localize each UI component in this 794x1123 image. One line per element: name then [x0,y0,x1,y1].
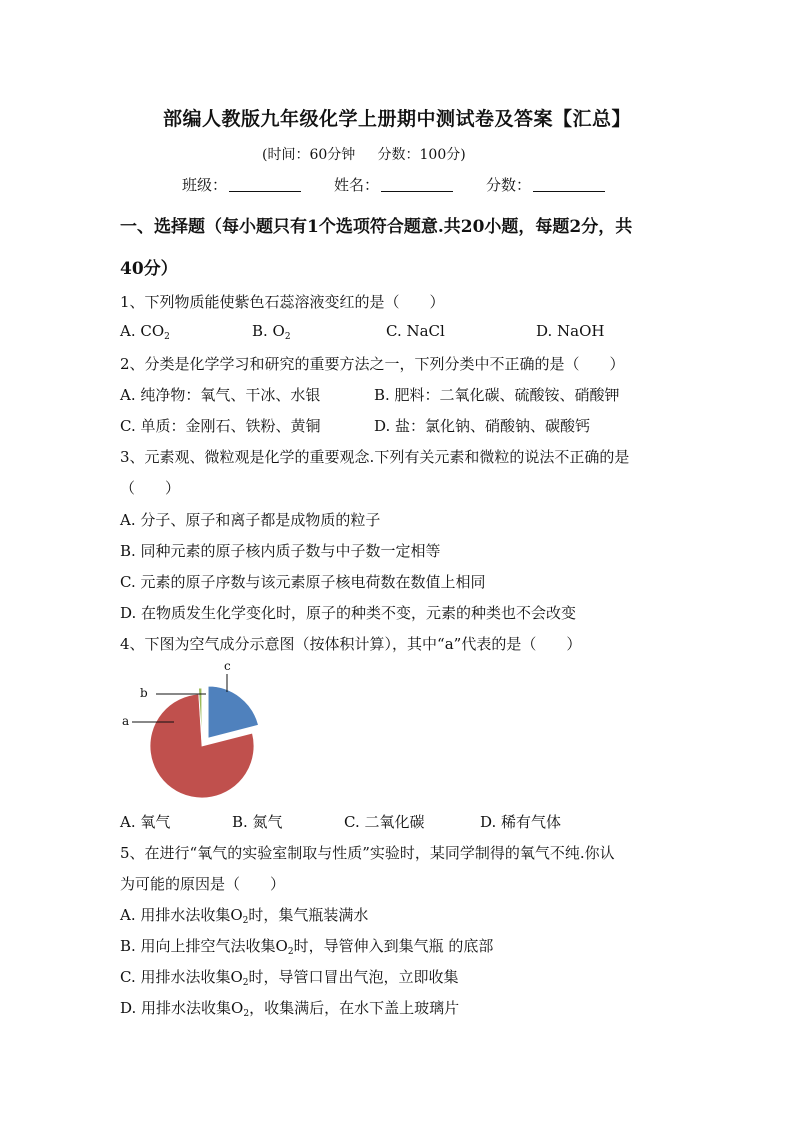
q3-option-b: B. 同种元素的原子核内质子数与中子数一定相等 [120,542,441,560]
question-5-stem: 5、在进行“氧气的实验室制取与性质”实验时，某同学制得的氧气不纯.你认 [120,844,615,862]
class-field [182,174,301,195]
q1-option-c: C. NaCl [386,322,445,340]
q3-option-c: C. 元素的原子序数与该元素原子核电荷数在数值上相同 [120,573,486,591]
q5-option-a: A. 用排水法收集$O_2$时，集气瓶装满水 [120,906,369,926]
question-5-stem-cont: 为可能的原因是（ ） [120,875,286,893]
q2-option-a: A. 纯净物：氧气、干冰、水银 [120,386,321,404]
air-composition-pie-chart [110,656,280,816]
q2-option-b: B. 肥料：二氧化碳、硫酸铵、硝酸钾 [374,386,620,404]
pie-label-a: a [122,714,130,728]
class-blank [229,177,301,192]
q4-option-c: C. 二氧化碳 [344,813,425,831]
q2-option-d: D. 盐：氯化钠、硝酸钠、碳酸钙 [374,417,591,435]
q5-option-b: B. 用向上排空气法收集$O_2$时，导管伸入到集气瓶 的底部 [120,937,494,957]
name-label: 姓名： [334,176,380,194]
q4-option-a: A. 氧气 [120,813,171,831]
section-heading-cont: 40分） [120,259,178,279]
score-label: 分数： [486,176,532,194]
question-3-stem-cont: （ ） [120,479,181,497]
q1-option-d: D. NaOH [536,322,605,340]
q1-option-b: B. $O_2$ [252,322,291,342]
q3-option-a: A. 分子、原子和离子都是成物质的粒子 [120,511,381,529]
pie-label-c: c [224,659,231,673]
q5-option-c: C. 用排水法收集$O_2$时，导管口冒出气泡，立即收集 [120,968,459,988]
q4-option-b: B. 氮气 [232,813,283,831]
q5-option-d: D. 用排水法收集$O_2$，收集满后，在水下盖上玻璃片 [120,999,460,1019]
question-4-stem: 4、下图为空气成分示意图（按体积计算），其中“a”代表的是（ ） [120,635,582,653]
question-1-stem: 1、下列物质能使紫色石蕊溶液变红的是（ ） [120,293,445,311]
question-2-stem: 2、分类是化学学习和研究的重要方法之一，下列分类中不正确的是（ ） [120,355,625,373]
pie-slice-c [208,686,258,738]
score-blank [533,177,605,192]
name-blank [381,177,453,192]
score-field [486,174,605,195]
section-heading: 一、选择题（每小题只有1个选项符合题意.共20小题，每题2分，共 [120,217,633,237]
q1-option-a: A. $CO_2$ [120,322,170,342]
class-label: 班级： [182,176,228,194]
exam-time-score: (时间：60分钟 分数：100分) [262,147,466,163]
pie-label-b: b [140,686,148,700]
q3-option-d: D. 在物质发生化学变化时，原子的种类不变，元素的种类也不会改变 [120,604,577,622]
question-3-stem: 3、元素观、微粒观是化学的重要观念.下列有关元素和微粒的说法不正确的是 [120,448,630,466]
name-field [334,174,453,195]
q2-option-c: C. 单质：金刚石、铁粉、黄铜 [120,417,321,435]
page-title: 部编人教版九年级化学上册期中测试卷及答案【汇总】 [162,108,631,130]
q4-option-d: D. 稀有气体 [480,813,562,831]
